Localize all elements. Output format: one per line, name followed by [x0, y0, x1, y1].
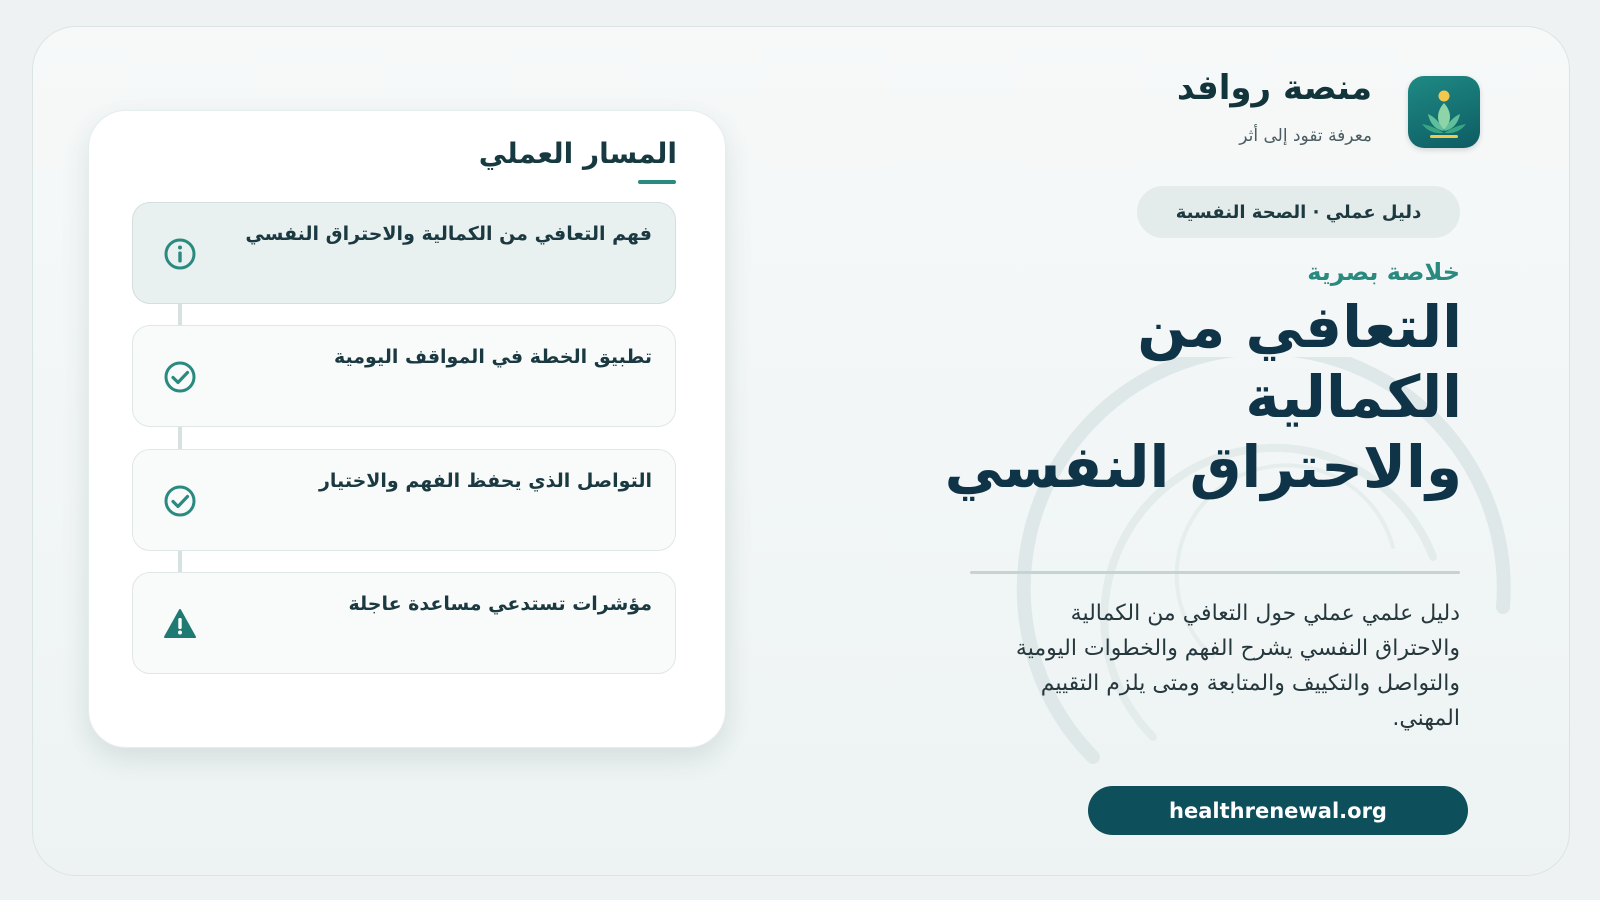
step-item-understanding[interactable] — [132, 202, 676, 304]
step-label: التواصل الذي يحفظ الفهم والاختيار — [318, 470, 652, 492]
step-connector — [178, 304, 182, 326]
step-item-daily-plan[interactable] — [132, 325, 676, 427]
website-button[interactable]: healthrenewal.org — [1088, 786, 1468, 835]
page-title — [942, 292, 1462, 502]
info-icon — [163, 237, 197, 271]
step-label: تطبيق الخطة في المواقف اليومية — [333, 346, 652, 368]
brand-name: منصة روافد — [1176, 68, 1372, 108]
step-item-communication[interactable] — [132, 449, 676, 551]
lotus-icon — [1408, 76, 1480, 148]
check-circle-icon — [163, 360, 197, 394]
card-title-underline — [638, 180, 676, 184]
check-circle-icon — [163, 484, 197, 518]
practical-path-card — [88, 110, 726, 748]
kicker-label: خلاصة بصرية — [1307, 258, 1460, 286]
step-connector — [178, 427, 182, 449]
warning-icon — [163, 607, 197, 641]
step-label: مؤشرات تستدعي مساعدة عاجلة — [348, 593, 652, 615]
description: دليل علمي عملي حول التعافي من الكمالية والاحتراق النفسي يشرح الفهم والخطوات اليومية والتواصل والتكييف والمتابعة ومتى يلزم التقييم المهني. — [1015, 601, 1460, 731]
card-title: المسار العملي — [478, 137, 677, 170]
step-label: فهم التعافي من الكمالية والاحتراق النفسي — [245, 223, 652, 245]
category-pill: دليل عملي · الصحة النفسية — [1137, 186, 1460, 238]
divider — [970, 571, 1460, 574]
step-item-urgent-signs[interactable] — [132, 572, 676, 674]
brand-logo — [1408, 76, 1480, 148]
title-line: والاحتراق النفسي — [944, 433, 1462, 501]
brand-tagline: معرفة تقود إلى أثر — [1239, 126, 1372, 146]
title-line: الكمالية — [1245, 363, 1462, 431]
step-connector — [178, 551, 182, 573]
title-line: التعافي من — [1137, 293, 1462, 361]
